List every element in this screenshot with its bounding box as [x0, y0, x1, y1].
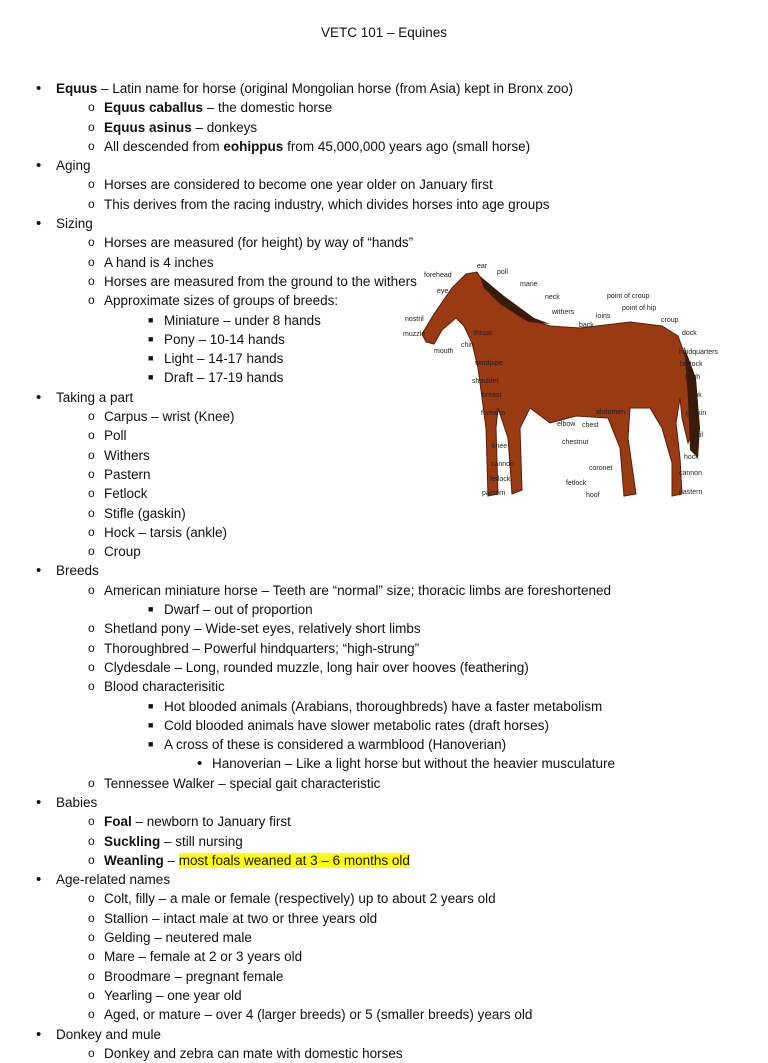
bullet-icon: •: [36, 388, 42, 406]
list-item-text: [104, 272, 417, 291]
document-title: VETC 101 – Equines: [320, 25, 448, 40]
text-run: Dwarf – out of proportion: [164, 602, 313, 618]
bullet-icon: o: [88, 196, 95, 211]
bullet-icon: o: [88, 505, 95, 520]
bullet-icon: o: [88, 775, 95, 790]
diagram-label: knee: [492, 443, 508, 450]
list-item: [0, 812, 768, 831]
list-item-text: [56, 214, 93, 233]
text-run: Yearling – one year old: [104, 987, 242, 1003]
list-item: [0, 619, 768, 638]
list-item: [0, 1025, 768, 1044]
diagram-label: mane: [520, 281, 538, 288]
text-run: A hand is 4 inches: [104, 254, 214, 270]
list-item: [0, 639, 768, 658]
list-item-text: [104, 137, 530, 156]
list-item-text: [104, 195, 549, 214]
list-item: [0, 870, 768, 889]
list-item-text: [104, 832, 243, 851]
bold-term: eohippus: [223, 138, 284, 154]
text-run: Hock – tarsis (ankle): [104, 524, 228, 540]
diagram-label: throat: [474, 330, 492, 337]
bullet-icon: o: [88, 524, 95, 539]
diagram-label: point of croup: [607, 293, 650, 300]
bullet-icon: •: [197, 755, 203, 773]
text-run: Horses are measured from the ground to the withers: [104, 273, 417, 289]
bold-term: Weanling: [104, 852, 164, 868]
text-run: – still nursing: [160, 833, 243, 849]
list-item: [0, 677, 768, 696]
bullet-icon: •: [36, 215, 42, 233]
bullet-icon: o: [88, 987, 95, 1002]
diagram-label: withers: [552, 309, 575, 316]
text-run: Thoroughbred – Powerful hindquarters; “high-strung”: [104, 640, 420, 656]
list-item-text: [212, 754, 615, 773]
list-item-text: [164, 735, 506, 754]
list-item-text: [104, 812, 291, 831]
list-item-text: [104, 1044, 403, 1063]
diagram-label: mouth: [434, 348, 454, 355]
diagram-label: tail: [694, 432, 703, 439]
list-item-text: [104, 542, 141, 561]
bullet-icon: ■: [148, 700, 154, 711]
list-item-text: [56, 870, 170, 889]
list-item-text: [104, 1005, 532, 1024]
list-item-text: [56, 793, 97, 812]
list-item: [0, 195, 768, 214]
list-item: [0, 175, 768, 194]
bullet-icon: o: [88, 1007, 95, 1022]
bullet-icon: o: [88, 100, 95, 115]
bullet-icon: o: [88, 833, 95, 848]
bullet-icon: o: [88, 582, 95, 597]
highlighted-text: most foals weaned at 3 – 6 months old: [178, 852, 410, 868]
bullet-icon: o: [88, 852, 95, 867]
list-item-text: [104, 233, 413, 252]
list-item-text: [56, 79, 573, 98]
list-item: [0, 928, 768, 947]
bullet-icon: o: [88, 409, 95, 424]
text-run: Sizing: [56, 216, 93, 232]
bullet-icon: ■: [148, 719, 154, 730]
diagram-label: loins: [596, 313, 611, 320]
list-item: [0, 774, 768, 793]
diagram-label: pastern: [679, 489, 703, 496]
list-item-text: [104, 484, 148, 503]
list-item-text: [104, 658, 529, 677]
bullet-icon: •: [36, 1025, 42, 1043]
text-run: Aged, or mature – over 4 (larger breeds) or 5 (smaller breeds) years old: [104, 1007, 533, 1023]
bullet-icon: o: [88, 447, 95, 462]
list-item-text: [56, 1025, 161, 1044]
bullet-icon: ■: [148, 372, 154, 383]
text-run: Shetland pony – Wide-set eyes, relatively short limbs: [104, 621, 421, 637]
list-item: [0, 561, 768, 580]
list-item-text: [104, 253, 214, 272]
diagram-label: buttock: [680, 361, 703, 368]
list-item-text: [164, 600, 313, 619]
list-item-text: [104, 118, 257, 137]
list-item-text: [164, 311, 321, 330]
list-item-text: [104, 928, 252, 947]
list-item-text: [104, 947, 302, 966]
bullet-icon: •: [36, 157, 42, 175]
list-item: [0, 156, 768, 175]
text-run: Clydesdale – Long, rounded muzzle, long hair over hooves (feathering): [104, 659, 529, 675]
diagram-label: dock: [682, 330, 697, 337]
bold-term: Suckling: [104, 833, 161, 849]
diagram-label: fetlock: [566, 480, 587, 487]
text-run: Draft – 17-19 hands: [164, 370, 284, 386]
list-item-text: [104, 426, 127, 445]
text-run: Donkey and mule: [56, 1026, 162, 1042]
diagram-label: thigh: [685, 374, 701, 381]
bullet-icon: ■: [148, 739, 154, 750]
bullet-icon: o: [88, 891, 95, 906]
diagram-label: eye: [437, 288, 449, 295]
text-run: Tennessee Walker – special gait characteristic: [104, 775, 381, 791]
diagram-label: chest: [582, 422, 599, 429]
bullet-icon: •: [36, 871, 42, 889]
text-run: Poll: [104, 428, 127, 444]
list-item-text: [104, 889, 496, 908]
bullet-icon: ■: [148, 604, 154, 615]
text-run: Approximate sizes of groups of breeds:: [104, 293, 339, 309]
text-run: Fetlock: [104, 486, 148, 502]
diagram-label: neck: [545, 294, 560, 301]
text-run: Light – 14-17 hands: [164, 351, 284, 367]
bullet-icon: o: [88, 930, 95, 945]
bullet-icon: ■: [148, 353, 154, 364]
bullet-icon: ■: [148, 314, 154, 325]
diagram-label: coronet: [589, 465, 613, 472]
text-run: Pastern: [104, 466, 151, 482]
diagram-label: fetlock: [490, 476, 511, 483]
text-run: Age-related names: [56, 872, 171, 888]
bullet-icon: o: [88, 659, 95, 674]
diagram-label: chin: [461, 342, 474, 349]
list-item-text: [104, 98, 332, 117]
list-item: [0, 754, 768, 773]
list-item-text: [164, 716, 549, 735]
bullet-icon: o: [88, 1045, 95, 1060]
list-item: [0, 851, 768, 870]
text-run: Aging: [56, 158, 91, 174]
list-item: [0, 697, 768, 716]
list-item: [0, 137, 768, 156]
text-run: Croup: [104, 544, 141, 560]
bullet-icon: •: [36, 562, 42, 580]
bullet-icon: o: [88, 968, 95, 983]
list-item-text: [164, 330, 285, 349]
bullet-icon: o: [88, 640, 95, 655]
document-body: [0, 79, 768, 1063]
text-run: A cross of these is considered a warmblood (Hanoverian): [164, 737, 507, 753]
text-run: Taking a part: [56, 389, 134, 405]
list-item: [0, 967, 768, 986]
list-item: [0, 947, 768, 966]
bullet-icon: o: [88, 254, 95, 269]
text-run: Horses are considered to become one year older on January first: [104, 177, 493, 193]
text-run: – newborn to January first: [131, 814, 291, 830]
list-item-text: [104, 774, 380, 793]
list-item-text: [104, 851, 410, 870]
list-item-text: [164, 349, 283, 368]
diagram-label: point of hip: [622, 305, 657, 312]
text-run: Colt, filly – a male or female (respectively) up to about 2 years old: [104, 891, 496, 907]
list-item-text: [104, 639, 419, 658]
diagram-label: flank: [687, 392, 702, 399]
list-item: [0, 214, 768, 233]
diagram-label: breast: [482, 392, 502, 399]
list-item: [0, 716, 768, 735]
text-run: Pony – 10-14 hands: [164, 331, 285, 347]
list-item: [0, 658, 768, 677]
text-run: from 45,000,000 years ago (small horse): [283, 138, 531, 154]
text-run: Horses are measured (for height) by way of “hands”: [104, 235, 414, 251]
diagram-label: gaskin: [686, 410, 707, 417]
bullet-icon: o: [88, 138, 95, 153]
list-item-text: [104, 619, 421, 638]
bold-term: Equus asinus: [104, 119, 192, 135]
diagram-label: hindquarters: [679, 349, 718, 356]
list-item-text: [164, 368, 283, 387]
list-item-text: [104, 677, 225, 696]
bullet-icon: o: [88, 679, 95, 694]
list-item-text: [104, 523, 227, 542]
list-item: [0, 523, 768, 542]
text-run: Donkey and zebra can mate with domestic horses: [104, 1045, 403, 1061]
diagram-label: poll: [497, 269, 508, 276]
list-item: [0, 889, 768, 908]
text-run: Breeds: [56, 563, 99, 579]
text-run: Carpus – wrist (Knee): [104, 409, 235, 425]
bold-term: Equus: [56, 81, 98, 96]
bullet-icon: o: [88, 814, 95, 829]
text-run: Gelding – neutered male: [104, 930, 252, 946]
list-item: [0, 832, 768, 851]
text-run: All descended from: [104, 138, 224, 154]
bullet-icon: o: [88, 273, 95, 288]
diagram-label: chestnut: [562, 439, 589, 446]
bullet-icon: o: [88, 486, 95, 501]
text-run: Mare – female at 2 or 3 years old: [104, 949, 303, 965]
bold-term: Foal: [104, 814, 132, 830]
list-item-text: [104, 465, 151, 484]
bullet-icon: •: [36, 80, 42, 97]
list-item-text: [104, 581, 611, 600]
text-run: Stifle (gaskin): [104, 505, 186, 521]
diagram-label: hock: [684, 454, 699, 461]
diagram-label: elbow: [557, 421, 576, 428]
diagram-label: shoulder: [472, 378, 499, 385]
bullet-icon: o: [88, 466, 95, 481]
list-item: [0, 542, 768, 561]
text-run: Stallion – intact male at two or three years old: [104, 910, 378, 926]
list-item-text: [104, 175, 493, 194]
diagram-label: windpipe: [475, 360, 503, 367]
bullet-icon: o: [88, 293, 95, 308]
text-run: –: [163, 852, 179, 868]
list-item: [0, 735, 768, 754]
bullet-icon: o: [88, 177, 95, 192]
bold-term: Equus caballus: [104, 100, 204, 116]
diagram-label: hoof: [586, 492, 600, 499]
list-item-text: [104, 909, 377, 928]
bullet-icon: o: [88, 428, 95, 443]
bullet-icon: o: [88, 910, 95, 925]
bullet-icon: •: [36, 793, 42, 811]
list-item: [0, 909, 768, 928]
diagram-label: pastern: [482, 490, 506, 497]
bullet-icon: ■: [148, 333, 154, 344]
list-item: [0, 98, 768, 117]
list-item: [0, 1005, 768, 1024]
horse-anatomy-diagram: [400, 258, 718, 508]
list-item-text: [104, 967, 283, 986]
diagram-label: nostril: [405, 316, 424, 323]
diagram-label: ear: [477, 263, 488, 270]
list-item: [0, 118, 768, 137]
diagram-label: back: [579, 322, 594, 329]
list-item: [0, 79, 768, 98]
text-run: This derives from the racing industry, which divides horses into age groups: [104, 196, 550, 212]
list-item-text: [104, 504, 186, 523]
text-run: American miniature horse – Teeth are “normal” size; thoracic limbs are foreshortened: [104, 582, 611, 598]
text-run: Hot blooded animals (Arabians, thoroughbreds) have a faster metabolism: [164, 698, 603, 714]
list-item-text: [56, 561, 99, 580]
list-item-text: [104, 407, 235, 426]
list-item: [0, 986, 768, 1005]
text-run: Blood characterisitic: [104, 679, 225, 695]
list-item: [0, 1044, 768, 1063]
list-item: [0, 600, 768, 619]
bullet-icon: o: [88, 235, 95, 250]
text-run: Cold blooded animals have slower metabolic rates (draft horses): [164, 717, 549, 733]
text-run: – Latin name for horse (original Mongolian horse (from Asia) kept in Bronx zoo): [97, 81, 573, 96]
diagram-label: abdomen: [596, 409, 626, 416]
list-item: [0, 233, 768, 252]
text-run: Miniature – under 8 hands: [164, 312, 321, 328]
list-item: [0, 581, 768, 600]
list-item-text: [104, 446, 150, 465]
list-item-text: [56, 156, 91, 175]
list-item-text: [56, 388, 133, 407]
list-item-text: [104, 291, 338, 310]
text-run: – donkeys: [191, 119, 258, 135]
diagram-label: croup: [661, 317, 679, 324]
diagram-label: cannon: [679, 470, 702, 477]
bullet-icon: o: [88, 621, 95, 636]
diagram-label: forearm: [481, 410, 506, 417]
diagram-label: cannon: [491, 461, 514, 468]
text-run: – the domestic horse: [203, 100, 333, 116]
diagram-label: forehead: [424, 272, 452, 279]
text-run: Broodmare – pregnant female: [104, 968, 284, 984]
bullet-icon: o: [88, 544, 95, 559]
text-run: Withers: [104, 447, 150, 463]
text-run: Hanoverian – Like a light horse but without the heavier musculature: [212, 756, 615, 772]
bullet-icon: o: [88, 119, 95, 134]
list-item: [0, 793, 768, 812]
list-item-text: [164, 697, 602, 716]
bullet-icon: o: [88, 949, 95, 964]
list-item-text: [104, 986, 242, 1005]
diagram-label: muzzle: [403, 331, 426, 338]
text-run: Babies: [56, 794, 98, 810]
